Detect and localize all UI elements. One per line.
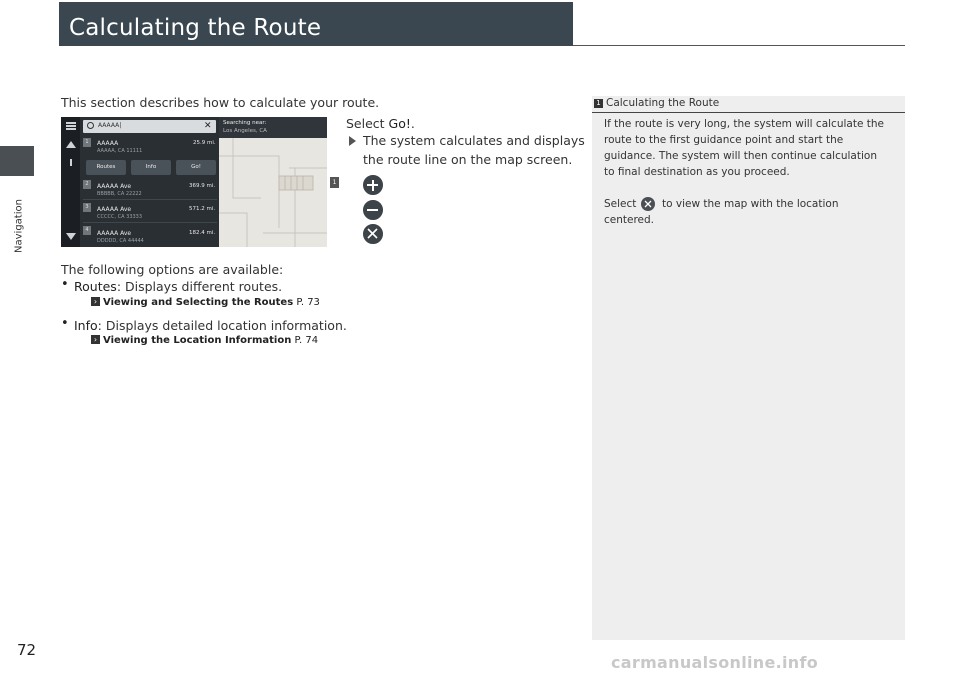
note-line: If the route is very long, the system will calculate the	[604, 118, 884, 130]
intro-text: This section describes how to calculate your route.	[61, 95, 380, 110]
bullet-icon: •	[61, 277, 69, 292]
go-button: Go!	[176, 160, 216, 175]
note-title: Calculating the Route	[606, 97, 720, 109]
search-icon	[87, 122, 94, 129]
map-center-icon	[641, 197, 655, 211]
map-streets	[219, 138, 327, 247]
result-name: AAAAA Ave	[97, 183, 132, 190]
xref-routes[interactable]: › Viewing and Selecting the Routes P. 73	[91, 297, 320, 308]
go-term: Go!	[388, 116, 411, 131]
options-heading: The following options are available:	[61, 262, 284, 277]
result-number: 1	[83, 138, 91, 147]
result-name: AAAAA Ave	[97, 206, 132, 213]
note-line: guidance. The system will then continue calculation	[604, 150, 877, 162]
bullet-icon: •	[61, 316, 69, 331]
section-tab	[0, 146, 34, 176]
searching-place: Los Angeles, CA	[223, 128, 267, 134]
result-distance: 571.2 mi.	[189, 206, 216, 212]
step-select: Select Go!.	[346, 116, 415, 131]
footer-watermark: carmanualsonline.info	[611, 653, 819, 672]
zoom-in-icon	[362, 174, 384, 196]
result-number: 3	[83, 203, 91, 212]
map-center-icon	[362, 223, 384, 245]
map-view	[219, 117, 337, 247]
note-marker-icon: 1	[594, 99, 603, 108]
page-number: 72	[17, 641, 37, 659]
clear-icon: ✕	[204, 121, 212, 131]
result-name: AAAAA Ave	[97, 230, 132, 237]
xref-info[interactable]: › Viewing the Location Information P. 74	[91, 335, 318, 346]
routes-button: Routes	[86, 160, 126, 175]
menu-icon	[66, 122, 76, 130]
nav-screenshot	[61, 117, 337, 247]
note-select-prefix: Select	[604, 198, 637, 210]
left-rail	[61, 117, 80, 247]
row-divider	[83, 199, 217, 200]
search-text: AAAAA|	[98, 122, 122, 129]
result-arrow-icon	[349, 136, 356, 146]
result-distance: 369.9 mi.	[189, 183, 216, 189]
result-address: AAAAA, CA 11111	[97, 148, 143, 154]
scroll-bar	[70, 159, 72, 166]
result-address: CCCCC, CA 33333	[97, 214, 143, 220]
destination-marker: 1	[330, 177, 339, 188]
option-routes: Routes: Displays different routes.	[74, 279, 283, 294]
info-button: Info	[131, 160, 171, 175]
reference-arrow-icon: ›	[91, 335, 100, 344]
option-info: Info: Displays detailed location information.	[74, 318, 347, 333]
step-result-line2: the route line on the map screen.	[363, 152, 573, 167]
scroll-down-icon	[66, 233, 76, 240]
page-title: Calculating the Route	[69, 15, 322, 41]
info-term: Info	[74, 318, 98, 333]
result-number: 4	[83, 226, 91, 235]
section-label: Navigation	[13, 199, 25, 253]
searching-label: Searching near:	[223, 120, 267, 126]
note-rule	[592, 112, 905, 113]
step-result-line1: The system calculates and displays	[363, 133, 585, 148]
note-line: route to the first guidance point and start the	[604, 134, 844, 146]
result-distance: 182.4 mi.	[189, 230, 216, 236]
scroll-up-icon	[66, 141, 76, 148]
note-line: to final destination as you proceed.	[604, 166, 790, 178]
reference-arrow-icon: ›	[91, 297, 100, 306]
note-select-suffix: to view the map with the location	[662, 198, 839, 210]
row-divider	[83, 222, 217, 223]
result-address: BBBBB, CA 22222	[97, 191, 142, 197]
result-address: DDDDD, CA 44444	[97, 238, 144, 244]
result-number: 2	[83, 180, 91, 189]
result-name: AAAAA	[97, 140, 119, 147]
result-distance: 25.9 mi.	[193, 140, 216, 146]
title-rule	[573, 45, 905, 46]
routes-term: Routes	[74, 279, 117, 294]
zoom-out-icon	[362, 199, 384, 221]
note-line: centered.	[604, 214, 655, 226]
